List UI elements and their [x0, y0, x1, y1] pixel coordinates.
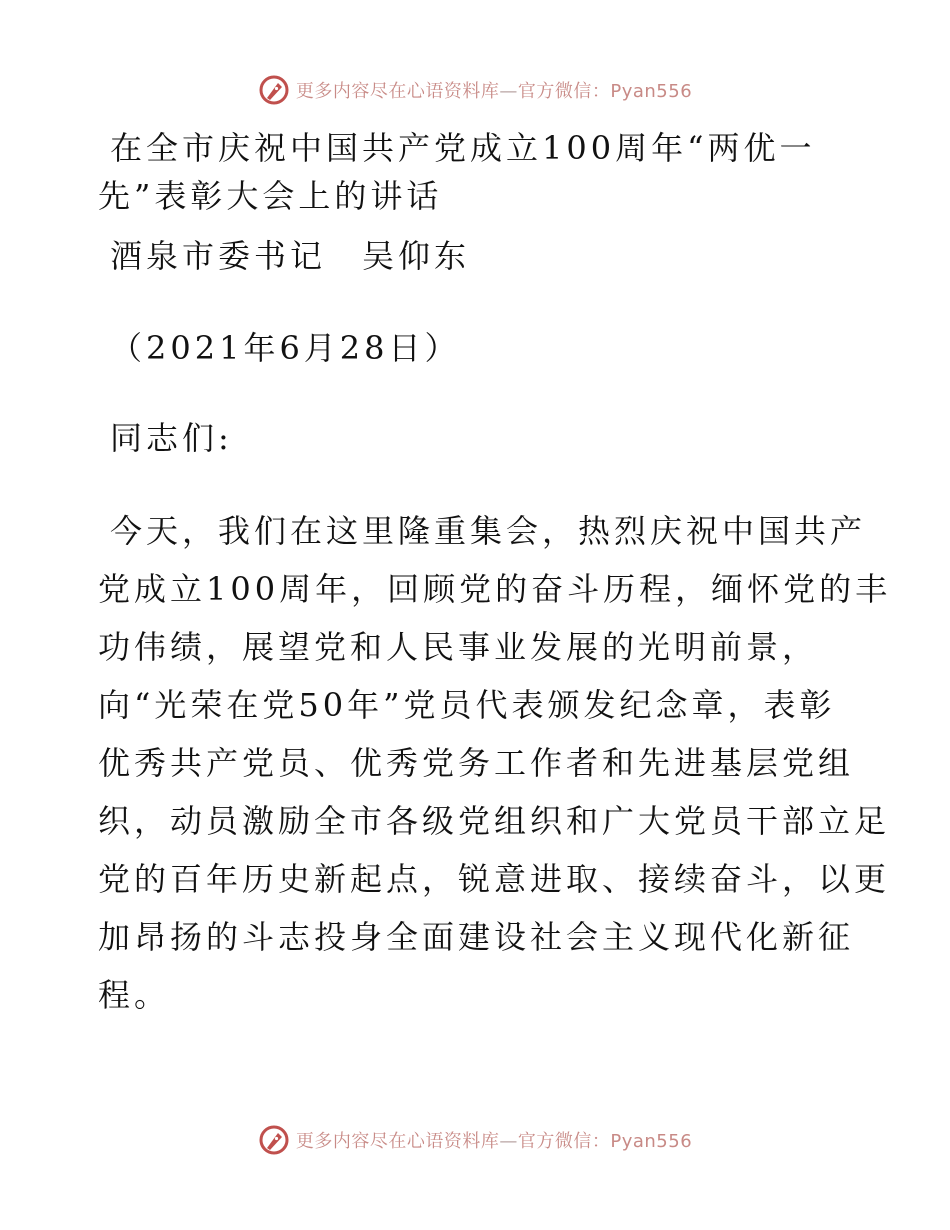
- body-paragraph: [98, 502, 892, 1024]
- pen-nib-logo-icon: [258, 1124, 290, 1156]
- title-line-2: 先”表彰大会上的讲话: [98, 177, 443, 215]
- paragraph-line: 程。: [98, 976, 171, 1014]
- paragraph-line: 党的百年历史新起点，锐意进取、接续奋斗，以更: [98, 860, 891, 898]
- header-watermark: [0, 72, 950, 108]
- paragraph-line: 织，动员激励全市各级党组织和广大党员干部立足: [98, 802, 891, 840]
- watermark-text: 更多内容尽在心语资料库—官方微信：Pyan556: [295, 1131, 693, 1152]
- paragraph-line: 优秀共产党员、优秀党务工作者和先进基层党组: [98, 744, 855, 782]
- paragraph-line: 向“光荣在党50年”党员代表颁发纪念章，表彰: [98, 686, 836, 724]
- paragraph-line: 加昂扬的斗志投身全面建设社会主义现代化新征: [98, 918, 855, 956]
- date-line: （2021年6月28日）: [110, 329, 461, 367]
- document-title: [98, 124, 858, 220]
- paragraph-line: 今天，我们在这里隆重集会，热烈庆祝中国共产: [110, 512, 867, 550]
- paragraph-line: 党成立100周年，回顾党的奋斗历程，缅怀党的丰: [98, 570, 892, 608]
- footer-watermark: [0, 1122, 950, 1158]
- watermark-text: 更多内容尽在心语资料库—官方微信：Pyan556: [295, 81, 693, 102]
- salutation: 同志们:: [110, 419, 233, 457]
- pen-nib-logo-icon: [258, 74, 290, 106]
- document-body: [98, 124, 892, 1024]
- title-line-1: 在全市庆祝中国共产党成立100周年“两优一: [110, 129, 816, 167]
- author-line: 酒泉市委书记 吴仰东: [110, 237, 471, 275]
- paragraph-line: 功伟绩，展望党和人民事业发展的光明前景，: [98, 628, 819, 666]
